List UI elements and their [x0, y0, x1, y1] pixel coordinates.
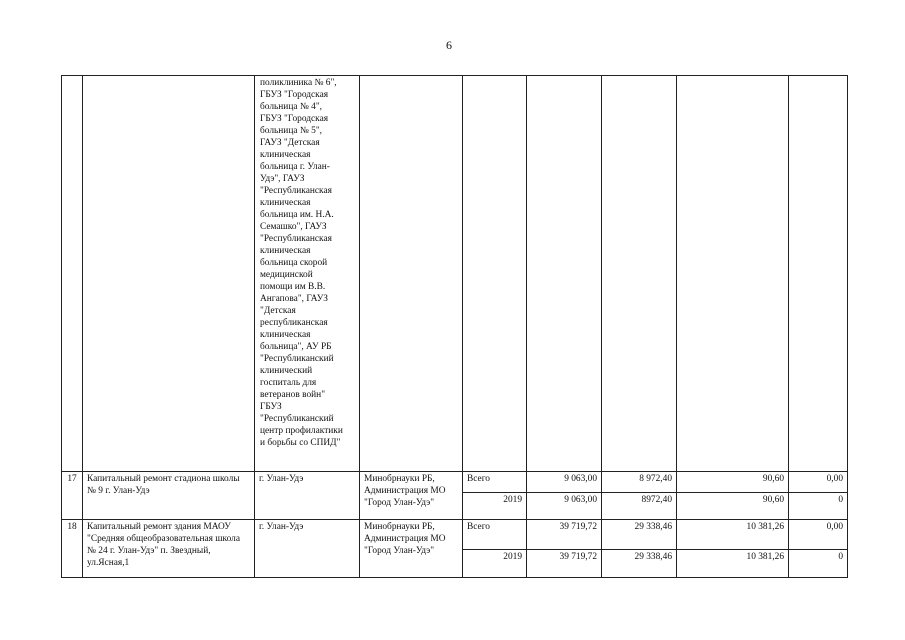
total-col-4: 0,00	[789, 472, 848, 493]
label-cell	[463, 76, 527, 472]
project-customer: Минобрнауки РБ, Администрация МО "Город Улан-Удэ"	[360, 520, 463, 578]
total-col-4: 0,00	[789, 520, 848, 550]
year-label: 2019	[463, 493, 527, 520]
year-col-4: 0	[789, 550, 848, 578]
program-table	[61, 75, 848, 578]
customer-cell	[360, 76, 463, 472]
page-number: 6	[446, 38, 452, 52]
year-col-1: 39 719,72	[527, 550, 602, 578]
total-col-2: 29 338,46	[602, 520, 677, 550]
total-col-2: 8 972,40	[602, 472, 677, 493]
name-cell	[83, 76, 255, 472]
year-col-3: 90,60	[677, 493, 789, 520]
project-customer: Минобрнауки РБ, Администрация МО "Город Улан-Удэ"	[360, 472, 463, 520]
project-name: Капитальный ремонт стадиона школы № 9 г. Улан-Удэ	[83, 472, 255, 520]
table-row	[62, 520, 848, 550]
amount-cell	[677, 76, 789, 472]
year-col-3: 10 381,26	[677, 550, 789, 578]
row-number: 17	[62, 472, 83, 520]
year-col-4: 0	[789, 493, 848, 520]
year-col-2: 8972,40	[602, 493, 677, 520]
table-row	[62, 76, 848, 472]
year-col-2: 29 338,46	[602, 550, 677, 578]
amount-cell	[602, 76, 677, 472]
total-col-1: 9 063,00	[527, 472, 602, 493]
total-col-3: 90,60	[677, 472, 789, 493]
total-label: Всего	[463, 520, 527, 550]
project-location: г. Улан-Удэ	[255, 472, 360, 520]
total-col-3: 10 381,26	[677, 520, 789, 550]
amount-cell	[789, 76, 848, 472]
year-col-1: 9 063,00	[527, 493, 602, 520]
num-cell	[62, 76, 83, 472]
organizations-cell: поликлиника № 6", ГБУЗ "Городская больница № 4", ГБУЗ "Городская больница № 5", ГАУЗ "Детская клиническая больница г. Улан- Удэ", ГАУЗ "Республиканская клиническая больница им. Н.А. Семашко", ГАУЗ "Республиканская клиническая больница скорой медицинской помощи им В.В. Ангапова", ГАУЗ "Детская республиканская клиническая больница", АУ РБ "Республиканский клинический госпиталь для ветеранов войн" ГБУЗ "Республиканский центр профилактики и борьбы со СПИД"	[255, 76, 360, 472]
amount-cell	[527, 76, 602, 472]
project-name: Капитальный ремонт здания МАОУ "Средняя общеобразовательная школа № 24 г. Улан-Удэ" п. Звездный, ул.Ясная,1	[83, 520, 255, 578]
total-label: Всего	[463, 472, 527, 493]
total-col-1: 39 719,72	[527, 520, 602, 550]
project-location: г. Улан-Удэ	[255, 520, 360, 578]
row-number: 18	[62, 520, 83, 578]
year-label: 2019	[463, 550, 527, 578]
table-row	[62, 472, 848, 493]
